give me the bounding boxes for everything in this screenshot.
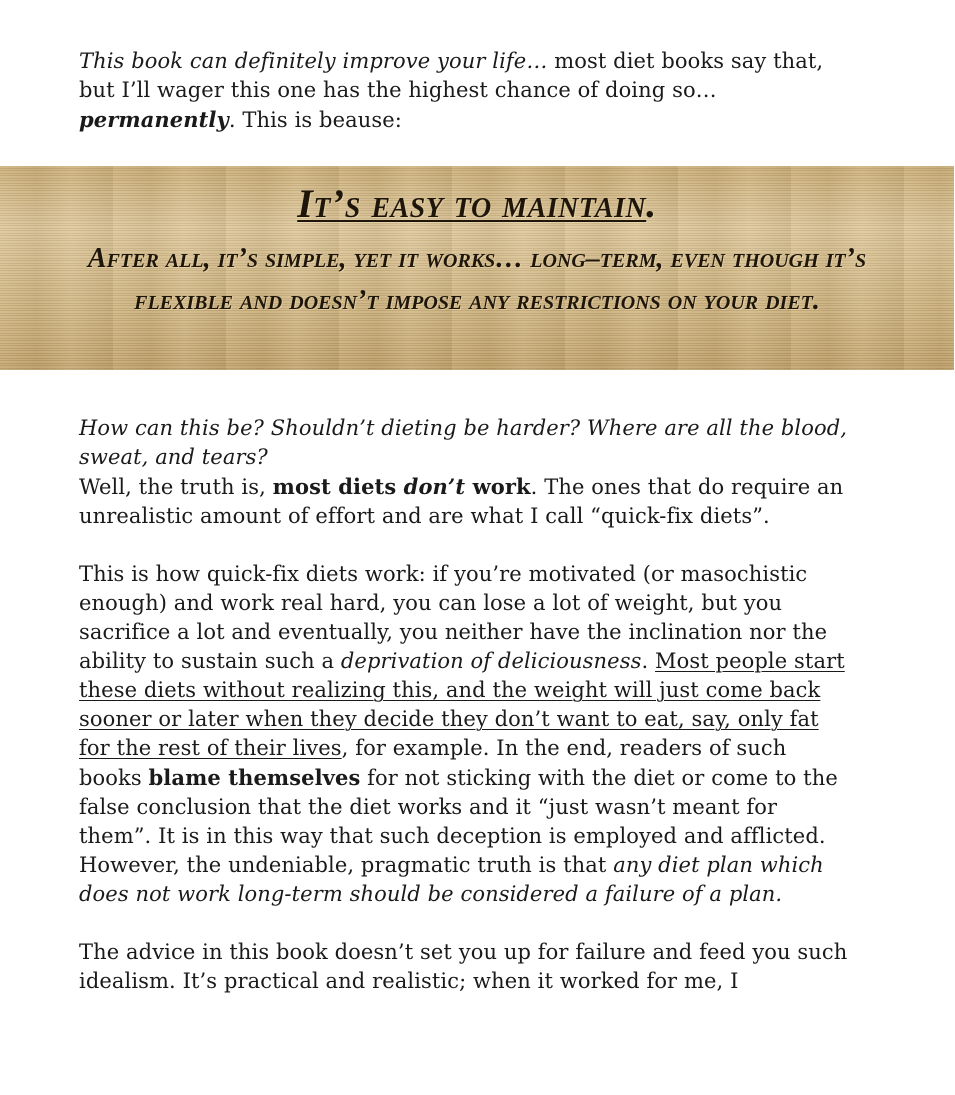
intro-paragraph — [79, 47, 849, 135]
rhetorical-question: How can this be? Shouldn’t dieting be harder? Where are all the blood, sweat, and tears? — [79, 416, 848, 469]
p1-bold-italic: don’t — [403, 474, 466, 499]
p1-bold-b: work — [465, 474, 531, 499]
p2-underlined: Most people start these diets without realizing this, and the weight will just come back sooner or later when they decide they don’t want to eat, say, only fat for the rest of their lives — [79, 649, 845, 760]
banner-title — [0, 180, 954, 228]
intro-claim: This book can definitely improve your life… — [79, 49, 548, 73]
p1-text-b: . The ones that do require an unrealistic amount of effort and are what I call “quick-fix diets”. — [79, 475, 844, 528]
p2-italic: deprivation of deliciousness — [340, 649, 642, 673]
callout-banner — [0, 166, 954, 370]
banner-title-period: . — [646, 181, 657, 226]
intro-text: most diet books say that, but I’ll wager this one has the highest chance of doing so… — [79, 49, 824, 102]
p2-text-a: This is how quick-fix diets work: if you’re motivated (or masochistic enough) and work real hard, you can lose a lot of weight, but you sacrifice a lot and eventually, you neither have the inclination nor the ability to sustain such a — [79, 562, 828, 673]
banner-body: After all, it’s simple, yet it works… long–term, even though it’s flexible and doesn’t impose any restrictions on your diet. — [87, 243, 867, 316]
p2-text-c: , for example. In the end, readers of such books — [79, 736, 787, 790]
p2-text-d: for not sticking with the diet or come to the false conclusion that the diet works and it “just wasn’t meant for them”. It is in this way that such deception is employed and afflicted. However, the undeniable, pragmatic truth is that — [79, 766, 838, 877]
intro-end: . This is beause: — [228, 108, 402, 132]
p2-italic-end: any diet plan which does not work long-term should be considered a failure of a plan. — [79, 853, 824, 906]
body-text — [79, 414, 849, 996]
p2-text-b: . — [641, 649, 656, 673]
intro-emphasis: permanently — [79, 107, 229, 132]
banner-title-text: It’s easy to maintain — [297, 181, 647, 226]
paragraph-3: The advice in this book doesn’t set you up for failure and feed you such idealism. It’s practical and realistic; when it worked for me, I — [79, 940, 848, 993]
paragraph-2 — [79, 560, 849, 909]
p1-bold-a: most diets — [272, 474, 404, 499]
p2-bold: blame themselves — [148, 765, 361, 790]
p1-text-a: Well, the truth is, — [79, 475, 273, 499]
p1-bold — [273, 474, 531, 499]
paragraph-1 — [79, 414, 849, 531]
